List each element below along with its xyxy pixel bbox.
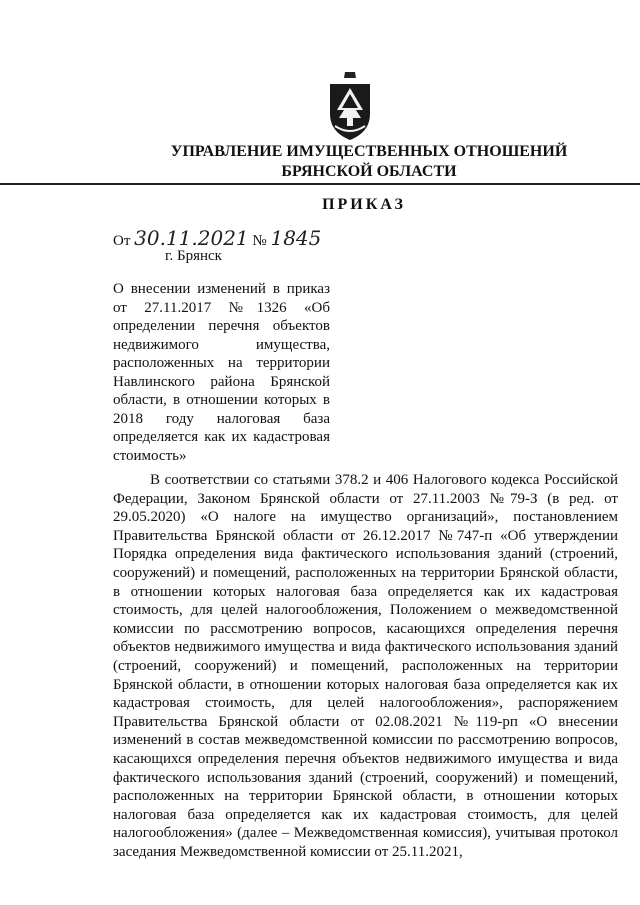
coat-of-arms-icon: [325, 70, 375, 142]
document-type: ПРИКАЗ: [322, 196, 406, 213]
date-line: [113, 226, 321, 250]
number-handwritten: 1845: [270, 226, 322, 250]
date-prefix: От: [113, 233, 131, 249]
organization-name: [0, 142, 640, 182]
subject-block: О внесении изменений в приказ от 27.11.2017 №1326 «Об определении перечня объектов недвижимого имущества, расположенных на территории Навлинского района Брянской области, в отношении которых в 2018 году налоговая база определяется как их кадастровая стоимость»: [113, 281, 330, 464]
org-line-1: УПРАВЛЕНИЕ ИМУЩЕСТВЕННЫХ ОТНОШЕНИЙ: [170, 143, 568, 160]
header-divider: [0, 183, 640, 185]
body-paragraph: В соответствии со статьями 378.2 и 406 Налогового кодекса Российской Федерации, Законом Брянской области от 27.11.2003 №79-З (в ред. от 29.05.2020) «О налоге на имущество организаций», постановлением Правительства Брянской области от 26.12.2017 №747-п «Об утверждении Порядка определения вида фактического использования зданий (строений, сооружений) и помещений, расположенных на территории Брянской области, в отношении которых налоговая база определяется как их кадастровая стоимость, для целей налогообложения, Положением о межведомственной комиссии по рассмотрению вопросов, касающихся определения перечня объектов недвижимого имущества и вида фактического использования зданий (строений, сооружений) и помещений, расположенных на территории Брянской области, в отношении которых налоговая база определяется как их кадастровая стоимость, для целей налогообложения», распоряжением Правительства Брянской области от 02.08.2021 №119-рп «О внесении изменений в состав межведомственной комиссии по рассмотрению вопросов, касающихся определения перечня объектов недвижимого имущества и вида фактического использования зданий (строений, сооружений) и помещений, расположенных на территории Брянской области, в отношении которых налоговая база определяется как их кадастровая стоимость, для целей налогообложения» (далее – Межведомственная комиссия), учитывая протокол заседания Межведомственной комиссии от 25.11.2021,: [113, 472, 618, 860]
org-line-2: БРЯНСКОЙ ОБЛАСТИ: [281, 163, 457, 180]
number-sign: №: [252, 233, 267, 249]
city: г. Брянск: [165, 248, 222, 264]
date-handwritten: 30.11.2021: [134, 226, 249, 250]
